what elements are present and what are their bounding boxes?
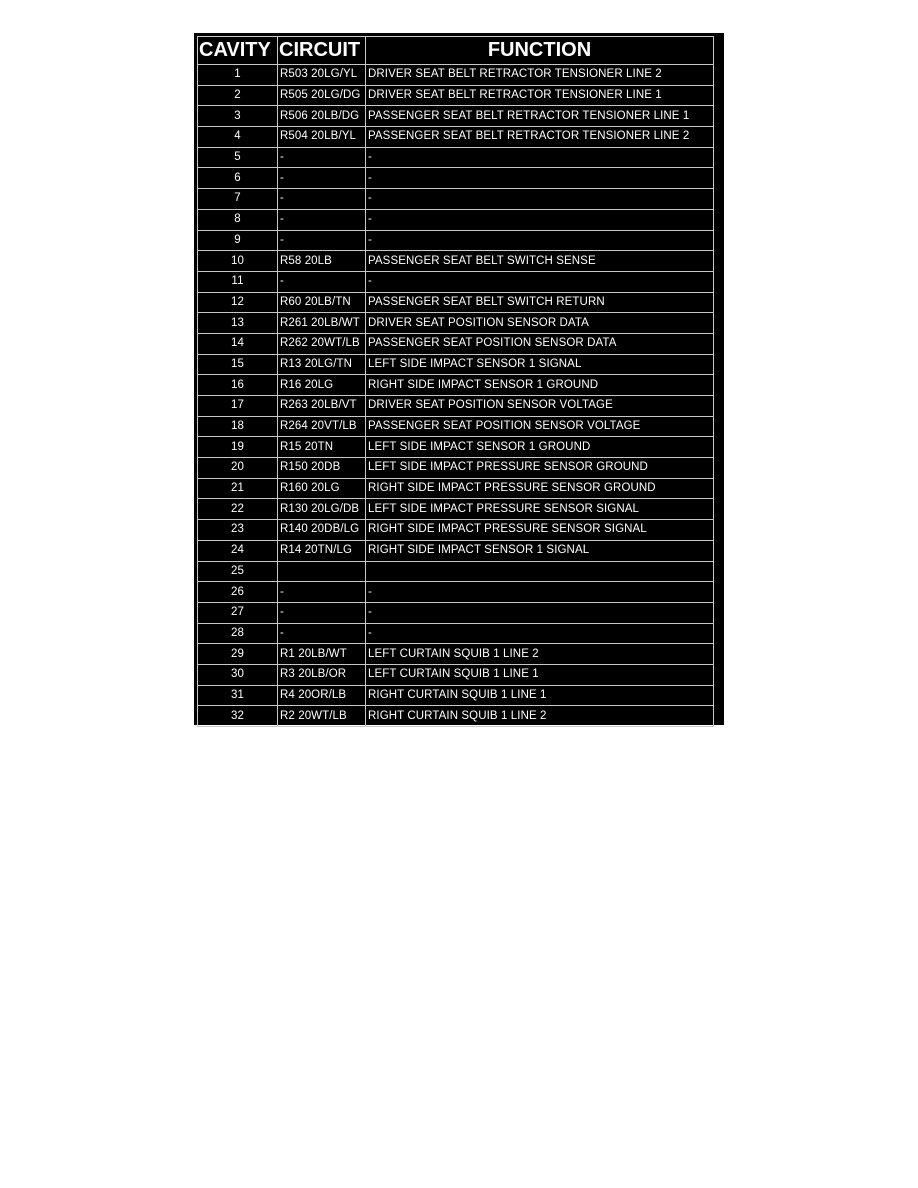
table-row bbox=[198, 333, 714, 354]
cavity-cell: 29 bbox=[198, 644, 278, 665]
cavity-cell: 21 bbox=[198, 478, 278, 499]
function-cell: PASSENGER SEAT BELT SWITCH RETURN bbox=[366, 292, 714, 313]
table-row bbox=[198, 147, 714, 168]
connector-pinout-panel bbox=[194, 33, 724, 725]
cavity-cell: 4 bbox=[198, 127, 278, 148]
table-row bbox=[198, 664, 714, 685]
table-row bbox=[198, 168, 714, 189]
circuit-cell: R263 20LB/VT bbox=[278, 396, 366, 417]
function-cell: PASSENGER SEAT BELT SWITCH SENSE bbox=[366, 251, 714, 272]
circuit-cell: R261 20LB/WT bbox=[278, 313, 366, 334]
function-cell: PASSENGER SEAT BELT RETRACTOR TENSIONER LINE 1 bbox=[366, 106, 714, 127]
cavity-cell: 15 bbox=[198, 354, 278, 375]
circuit-cell: R15 20TN bbox=[278, 437, 366, 458]
circuit-cell: R3 20LB/OR bbox=[278, 664, 366, 685]
function-cell: - bbox=[366, 147, 714, 168]
circuit-cell: R1 20LB/WT bbox=[278, 644, 366, 665]
function-cell: - bbox=[366, 623, 714, 644]
table-row bbox=[198, 416, 714, 437]
circuit-cell: R264 20VT/LB bbox=[278, 416, 366, 437]
circuit-cell: R140 20DB/LG bbox=[278, 520, 366, 541]
cavity-cell: 31 bbox=[198, 685, 278, 706]
table-row bbox=[198, 354, 714, 375]
table-row bbox=[198, 602, 714, 623]
circuit-cell: R14 20TN/LG bbox=[278, 540, 366, 561]
function-cell: LEFT SIDE IMPACT SENSOR 1 GROUND bbox=[366, 437, 714, 458]
function-cell: - bbox=[366, 582, 714, 603]
cavity-cell: 28 bbox=[198, 623, 278, 644]
function-cell: DRIVER SEAT POSITION SENSOR DATA bbox=[366, 313, 714, 334]
circuit-cell: R2 20WT/LB bbox=[278, 706, 366, 727]
circuit-cell: R262 20WT/LB bbox=[278, 333, 366, 354]
table-row bbox=[198, 209, 714, 230]
cavity-cell: 24 bbox=[198, 540, 278, 561]
function-cell: - bbox=[366, 189, 714, 210]
function-cell: DRIVER SEAT BELT RETRACTOR TENSIONER LINE 1 bbox=[366, 85, 714, 106]
function-cell: LEFT CURTAIN SQUIB 1 LINE 1 bbox=[366, 664, 714, 685]
cavity-cell: 5 bbox=[198, 147, 278, 168]
circuit-cell: R58 20LB bbox=[278, 251, 366, 272]
cavity-cell: 12 bbox=[198, 292, 278, 313]
function-cell: - bbox=[366, 271, 714, 292]
function-cell: DRIVER SEAT POSITION SENSOR VOLTAGE bbox=[366, 396, 714, 417]
function-cell: LEFT SIDE IMPACT PRESSURE SENSOR GROUND bbox=[366, 458, 714, 479]
function-cell: LEFT CURTAIN SQUIB 1 LINE 2 bbox=[366, 644, 714, 665]
cavity-cell: 13 bbox=[198, 313, 278, 334]
cavity-cell: 22 bbox=[198, 499, 278, 520]
circuit-cell: R16 20LG bbox=[278, 375, 366, 396]
function-cell: RIGHT CURTAIN SQUIB 1 LINE 1 bbox=[366, 685, 714, 706]
cavity-cell: 23 bbox=[198, 520, 278, 541]
circuit-cell: - bbox=[278, 271, 366, 292]
function-column-header: FUNCTION bbox=[366, 37, 714, 65]
cavity-cell: 25 bbox=[198, 561, 278, 582]
cavity-cell: 3 bbox=[198, 106, 278, 127]
circuit-cell: - bbox=[278, 230, 366, 251]
table-row bbox=[198, 437, 714, 458]
table-row bbox=[198, 499, 714, 520]
function-cell: - bbox=[366, 230, 714, 251]
function-cell: LEFT SIDE IMPACT SENSOR 1 SIGNAL bbox=[366, 354, 714, 375]
cavity-cell: 26 bbox=[198, 582, 278, 603]
circuit-cell: - bbox=[278, 582, 366, 603]
table-row bbox=[198, 623, 714, 644]
table-row bbox=[198, 189, 714, 210]
function-cell: RIGHT SIDE IMPACT PRESSURE SENSOR SIGNAL bbox=[366, 520, 714, 541]
table-header-row bbox=[198, 37, 714, 65]
table-row bbox=[198, 582, 714, 603]
circuit-cell: - bbox=[278, 602, 366, 623]
cavity-cell: 19 bbox=[198, 437, 278, 458]
table-row bbox=[198, 271, 714, 292]
cavity-cell: 10 bbox=[198, 251, 278, 272]
cavity-cell: 16 bbox=[198, 375, 278, 396]
cavity-cell: 20 bbox=[198, 458, 278, 479]
circuit-cell: R506 20LB/DG bbox=[278, 106, 366, 127]
table-row bbox=[198, 230, 714, 251]
cavity-cell: 30 bbox=[198, 664, 278, 685]
table-row bbox=[198, 644, 714, 665]
table-row bbox=[198, 458, 714, 479]
table-body bbox=[198, 65, 714, 727]
circuit-cell: R503 20LG/YL bbox=[278, 65, 366, 86]
circuit-cell: R160 20LG bbox=[278, 478, 366, 499]
function-cell: DRIVER SEAT BELT RETRACTOR TENSIONER LINE 2 bbox=[366, 65, 714, 86]
circuit-cell: - bbox=[278, 168, 366, 189]
table-row bbox=[198, 251, 714, 272]
circuit-cell: - bbox=[278, 623, 366, 644]
table-row bbox=[198, 540, 714, 561]
table-row bbox=[198, 375, 714, 396]
cavity-cell: 8 bbox=[198, 209, 278, 230]
circuit-column-header: CIRCUIT bbox=[278, 37, 366, 65]
cavity-cell: 11 bbox=[198, 271, 278, 292]
function-cell: PASSENGER SEAT BELT RETRACTOR TENSIONER LINE 2 bbox=[366, 127, 714, 148]
function-cell: RIGHT CURTAIN SQUIB 1 LINE 2 bbox=[366, 706, 714, 727]
cavity-cell: 7 bbox=[198, 189, 278, 210]
cavity-cell: 27 bbox=[198, 602, 278, 623]
cavity-cell: 9 bbox=[198, 230, 278, 251]
table-row bbox=[198, 313, 714, 334]
circuit-cell: - bbox=[278, 147, 366, 168]
cavity-cell: 32 bbox=[198, 706, 278, 727]
table-row bbox=[198, 65, 714, 86]
function-cell: RIGHT SIDE IMPACT PRESSURE SENSOR GROUND bbox=[366, 478, 714, 499]
function-cell bbox=[366, 561, 714, 582]
cavity-cell: 18 bbox=[198, 416, 278, 437]
table-row bbox=[198, 106, 714, 127]
circuit-cell: R150 20DB bbox=[278, 458, 366, 479]
table-row bbox=[198, 520, 714, 541]
table-row bbox=[198, 478, 714, 499]
cavity-column-header: CAVITY bbox=[198, 37, 278, 65]
circuit-cell: R13 20LG/TN bbox=[278, 354, 366, 375]
function-cell: - bbox=[366, 168, 714, 189]
function-cell: RIGHT SIDE IMPACT SENSOR 1 GROUND bbox=[366, 375, 714, 396]
table-row bbox=[198, 85, 714, 106]
cavity-cell: 14 bbox=[198, 333, 278, 354]
table-row bbox=[198, 706, 714, 727]
circuit-cell: R4 20OR/LB bbox=[278, 685, 366, 706]
circuit-cell: R130 20LG/DB bbox=[278, 499, 366, 520]
function-cell: RIGHT SIDE IMPACT SENSOR 1 SIGNAL bbox=[366, 540, 714, 561]
function-cell: PASSENGER SEAT POSITION SENSOR DATA bbox=[366, 333, 714, 354]
function-cell: - bbox=[366, 602, 714, 623]
cavity-cell: 1 bbox=[198, 65, 278, 86]
function-cell: - bbox=[366, 209, 714, 230]
circuit-cell: R504 20LB/YL bbox=[278, 127, 366, 148]
table-row bbox=[198, 561, 714, 582]
cavity-cell: 2 bbox=[198, 85, 278, 106]
table-row bbox=[198, 685, 714, 706]
table-row bbox=[198, 127, 714, 148]
circuit-cell bbox=[278, 561, 366, 582]
circuit-cell: R60 20LB/TN bbox=[278, 292, 366, 313]
circuit-cell: - bbox=[278, 209, 366, 230]
table-row bbox=[198, 396, 714, 417]
circuit-cell: - bbox=[278, 189, 366, 210]
circuit-cell: R505 20LG/DG bbox=[278, 85, 366, 106]
table-row bbox=[198, 292, 714, 313]
cavity-cell: 6 bbox=[198, 168, 278, 189]
function-cell: LEFT SIDE IMPACT PRESSURE SENSOR SIGNAL bbox=[366, 499, 714, 520]
connector-pinout-table bbox=[197, 36, 714, 727]
cavity-cell: 17 bbox=[198, 396, 278, 417]
function-cell: PASSENGER SEAT POSITION SENSOR VOLTAGE bbox=[366, 416, 714, 437]
